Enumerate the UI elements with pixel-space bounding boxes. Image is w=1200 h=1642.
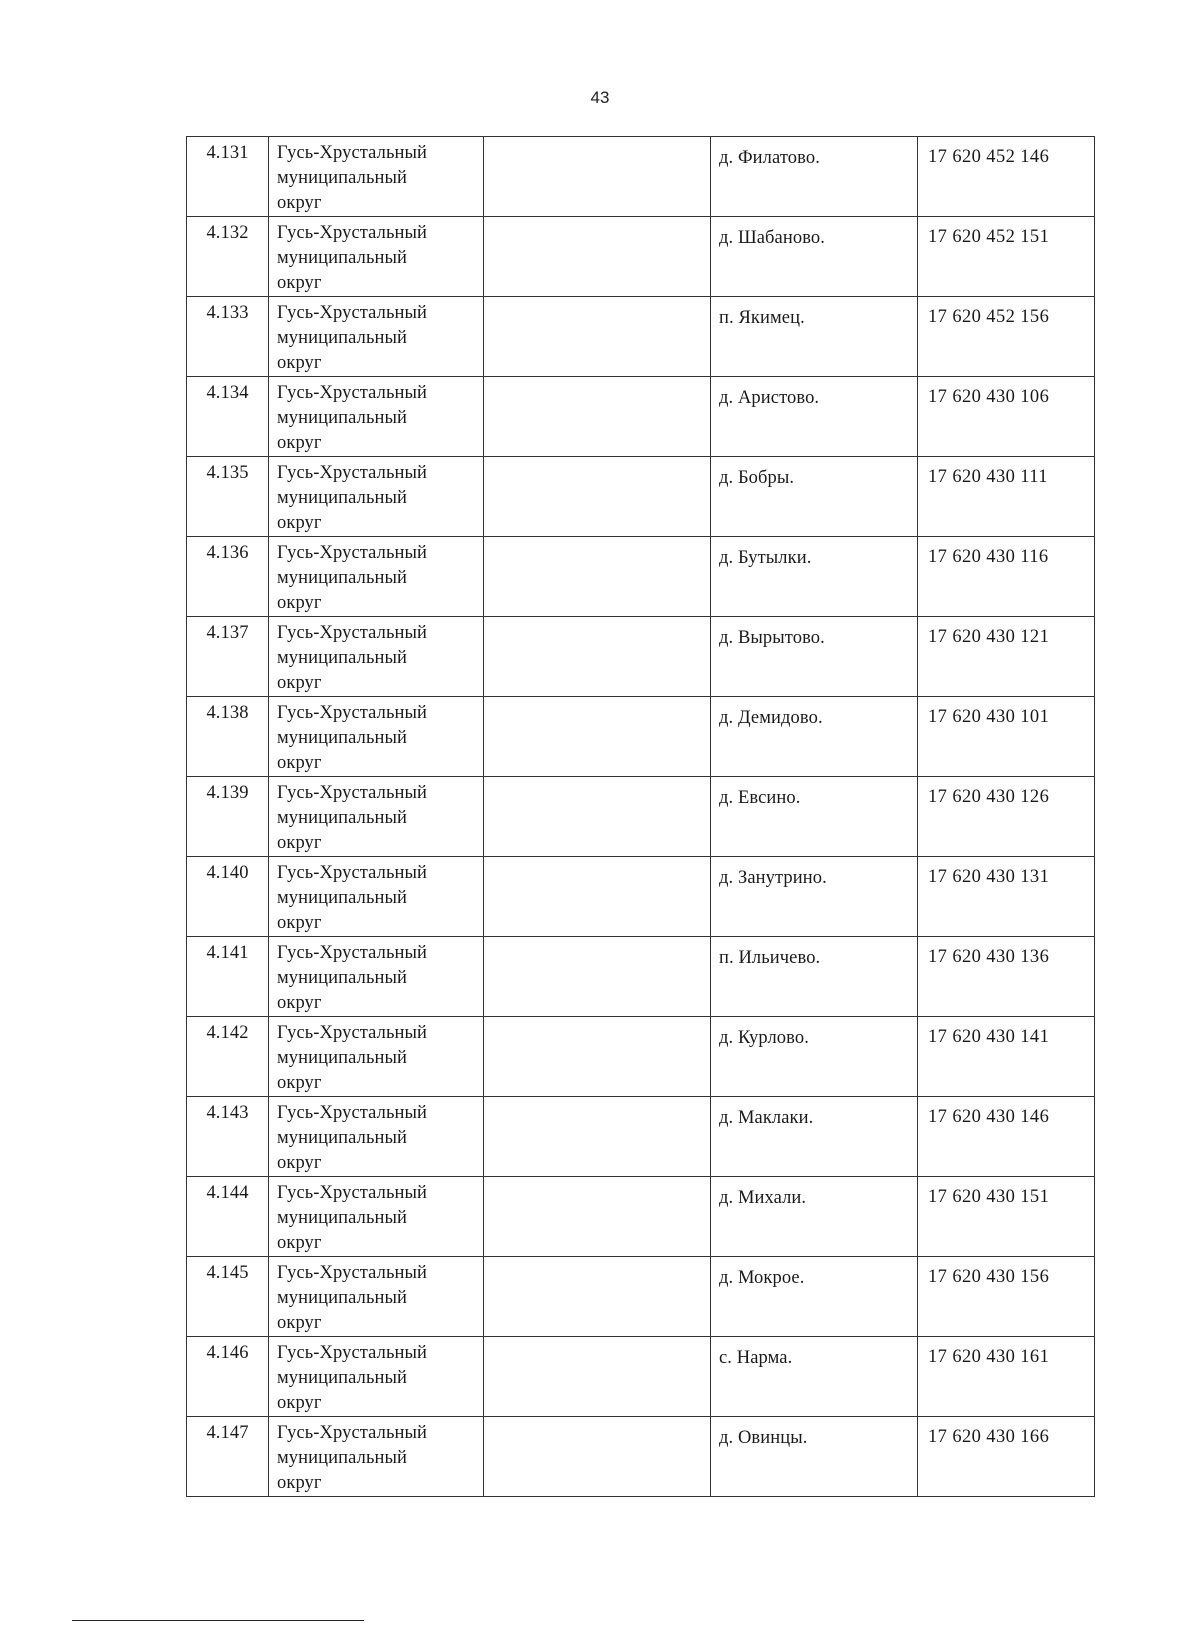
oktmo-code-cell: 17 620 430 136 xyxy=(918,937,1095,1017)
empty-cell xyxy=(484,217,711,297)
settlement-cell: д. Вырытово. xyxy=(711,617,918,697)
row-number-cell: 4.133 xyxy=(187,297,269,377)
settlement-cell: д. Маклаки. xyxy=(711,1097,918,1177)
empty-cell xyxy=(484,777,711,857)
settlement-cell: д. Шабаново. xyxy=(711,217,918,297)
table-row xyxy=(187,1097,1095,1177)
municipality-cell: Гусь-Хрустальный муниципальный округ xyxy=(269,537,484,617)
settlement-cell: д. Филатово. xyxy=(711,137,918,217)
oktmo-code-cell: 17 620 430 126 xyxy=(918,777,1095,857)
settlement-cell: п. Якимец. xyxy=(711,297,918,377)
table-row xyxy=(187,617,1095,697)
oktmo-code-cell: 17 620 452 156 xyxy=(918,297,1095,377)
empty-cell xyxy=(484,1257,711,1337)
settlements-table xyxy=(186,136,1095,1497)
municipality-cell: Гусь-Хрустальный муниципальный округ xyxy=(269,1417,484,1497)
oktmo-code-cell: 17 620 430 101 xyxy=(918,697,1095,777)
table-row xyxy=(187,297,1095,377)
municipality-cell: Гусь-Хрустальный муниципальный округ xyxy=(269,1017,484,1097)
oktmo-code-cell: 17 620 430 111 xyxy=(918,457,1095,537)
table-row xyxy=(187,1417,1095,1497)
municipality-cell: Гусь-Хрустальный муниципальный округ xyxy=(269,1257,484,1337)
settlement-cell: д. Мокрое. xyxy=(711,1257,918,1337)
row-number-cell: 4.146 xyxy=(187,1337,269,1417)
row-number-cell: 4.142 xyxy=(187,1017,269,1097)
oktmo-code-cell: 17 620 430 131 xyxy=(918,857,1095,937)
table-row xyxy=(187,1257,1095,1337)
row-number-cell: 4.134 xyxy=(187,377,269,457)
page-number: 43 xyxy=(590,88,610,107)
municipality-cell: Гусь-Хрустальный муниципальный округ xyxy=(269,777,484,857)
table-row xyxy=(187,857,1095,937)
table-row xyxy=(187,1017,1095,1097)
row-number-cell: 4.143 xyxy=(187,1097,269,1177)
municipality-cell: Гусь-Хрустальный муниципальный округ xyxy=(269,457,484,537)
row-number-cell: 4.140 xyxy=(187,857,269,937)
table-row xyxy=(187,217,1095,297)
municipality-cell: Гусь-Хрустальный муниципальный округ xyxy=(269,137,484,217)
settlement-cell: д. Демидово. xyxy=(711,697,918,777)
municipality-cell: Гусь-Хрустальный муниципальный округ xyxy=(269,857,484,937)
settlement-cell: д. Аристово. xyxy=(711,377,918,457)
empty-cell xyxy=(484,457,711,537)
row-number-cell: 4.135 xyxy=(187,457,269,537)
table-row xyxy=(187,137,1095,217)
oktmo-code-cell: 17 620 430 156 xyxy=(918,1257,1095,1337)
empty-cell xyxy=(484,537,711,617)
settlement-cell: п. Ильичево. xyxy=(711,937,918,1017)
oktmo-code-cell: 17 620 452 146 xyxy=(918,137,1095,217)
settlement-cell: д. Бобры. xyxy=(711,457,918,537)
municipality-cell: Гусь-Хрустальный муниципальный округ xyxy=(269,377,484,457)
table-row xyxy=(187,457,1095,537)
empty-cell xyxy=(484,697,711,777)
settlement-cell: д. Курлово. xyxy=(711,1017,918,1097)
oktmo-code-cell: 17 620 430 116 xyxy=(918,537,1095,617)
row-number-cell: 4.137 xyxy=(187,617,269,697)
municipality-cell: Гусь-Хрустальный муниципальный округ xyxy=(269,1097,484,1177)
settlement-cell: д. Бутылки. xyxy=(711,537,918,617)
oktmo-code-cell: 17 620 430 161 xyxy=(918,1337,1095,1417)
empty-cell xyxy=(484,1017,711,1097)
settlement-cell: д. Евсино. xyxy=(711,777,918,857)
row-number-cell: 4.136 xyxy=(187,537,269,617)
empty-cell xyxy=(484,857,711,937)
table-row xyxy=(187,537,1095,617)
row-number-cell: 4.147 xyxy=(187,1417,269,1497)
row-number-cell: 4.145 xyxy=(187,1257,269,1337)
municipality-cell: Гусь-Хрустальный муниципальный округ xyxy=(269,297,484,377)
municipality-cell: Гусь-Хрустальный муниципальный округ xyxy=(269,617,484,697)
empty-cell xyxy=(484,617,711,697)
oktmo-code-cell: 17 620 430 106 xyxy=(918,377,1095,457)
empty-cell xyxy=(484,1337,711,1417)
settlement-cell: д. Занутрино. xyxy=(711,857,918,937)
empty-cell xyxy=(484,1177,711,1257)
empty-cell xyxy=(484,1097,711,1177)
empty-cell xyxy=(484,297,711,377)
footnote-separator xyxy=(72,1620,364,1621)
empty-cell xyxy=(484,1417,711,1497)
empty-cell xyxy=(484,937,711,1017)
row-number-cell: 4.131 xyxy=(187,137,269,217)
municipality-cell: Гусь-Хрустальный муниципальный округ xyxy=(269,217,484,297)
municipality-cell: Гусь-Хрустальный муниципальный округ xyxy=(269,937,484,1017)
oktmo-code-cell: 17 620 430 141 xyxy=(918,1017,1095,1097)
table-row xyxy=(187,1337,1095,1417)
table-row xyxy=(187,777,1095,857)
row-number-cell: 4.138 xyxy=(187,697,269,777)
row-number-cell: 4.141 xyxy=(187,937,269,1017)
municipality-cell: Гусь-Хрустальный муниципальный округ xyxy=(269,1177,484,1257)
municipality-cell: Гусь-Хрустальный муниципальный округ xyxy=(269,697,484,777)
municipality-cell: Гусь-Хрустальный муниципальный округ xyxy=(269,1337,484,1417)
table-body xyxy=(187,137,1095,1497)
row-number-cell: 4.139 xyxy=(187,777,269,857)
oktmo-code-cell: 17 620 430 151 xyxy=(918,1177,1095,1257)
empty-cell xyxy=(484,377,711,457)
table-row xyxy=(187,1177,1095,1257)
table-row xyxy=(187,697,1095,777)
table-row xyxy=(187,937,1095,1017)
oktmo-code-cell: 17 620 430 121 xyxy=(918,617,1095,697)
row-number-cell: 4.132 xyxy=(187,217,269,297)
empty-cell xyxy=(484,137,711,217)
row-number-cell: 4.144 xyxy=(187,1177,269,1257)
settlement-cell: с. Нарма. xyxy=(711,1337,918,1417)
table-row xyxy=(187,377,1095,457)
oktmo-code-cell: 17 620 452 151 xyxy=(918,217,1095,297)
settlement-cell: д. Овинцы. xyxy=(711,1417,918,1497)
oktmo-code-cell: 17 620 430 166 xyxy=(918,1417,1095,1497)
settlement-cell: д. Михали. xyxy=(711,1177,918,1257)
oktmo-code-cell: 17 620 430 146 xyxy=(918,1097,1095,1177)
